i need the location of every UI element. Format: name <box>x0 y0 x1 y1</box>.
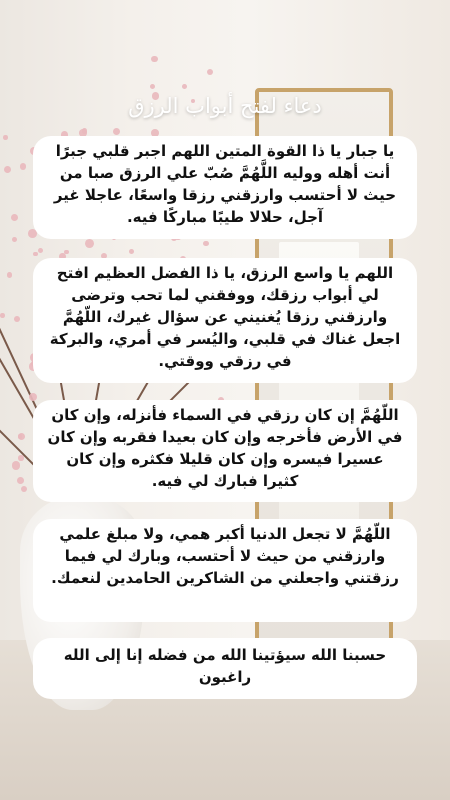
dua-card-4: اللّهُمَّ لا تجعل الدنيا أكبر همي، ولا مبلغ علمي وارزقني من حيث لا أحتسب، وبارك لي فيما رزقتني واجعلني من الشاكرين الحامدين لنعمك. <box>33 519 417 622</box>
dua-card-5: حسبنا الله سيؤتينا الله من فضله إنا إلى الله راغبون <box>33 638 417 699</box>
dua-card-2: اللهم يا واسع الرزق، يا ذا الفضل العظيم افتح لي أبواب رزقك، ووفقني لما تحب وترضى وارزقني رزقا يُغنيني عن سؤال غيرك، اللّهُمَّ اجعل غناك في قلبي، واليُسر في أمري، والبركة في رزقي ووقتي. <box>33 258 417 383</box>
watermark: 34894 <box>312 587 341 597</box>
dua-card-1: يا جبار يا ذا القوة المتين اللهم اجبر قلبي جبرًا أنت أهله ووليه اللَّهُمَّ صُبّ علي الرزق صبا من حيث لا أحتسب وارزقني رزقا واسعًا، عاجلا غير آجل، حلالا طيبًا مباركًا فيه. <box>33 136 417 239</box>
dua-card-3: اللّهُمَّ إن كان رزقي في السماء فأنزله، وإن كان في الأرض فأخرجه وإن كان بعيدا فقربه وإن كان عسيرا فيسره وإن كان قليلا فكثره وإن كان كثيرا فبارك لي فيه. <box>33 400 417 502</box>
page-title: دعاء لفتح أبواب الرزق <box>128 94 322 118</box>
